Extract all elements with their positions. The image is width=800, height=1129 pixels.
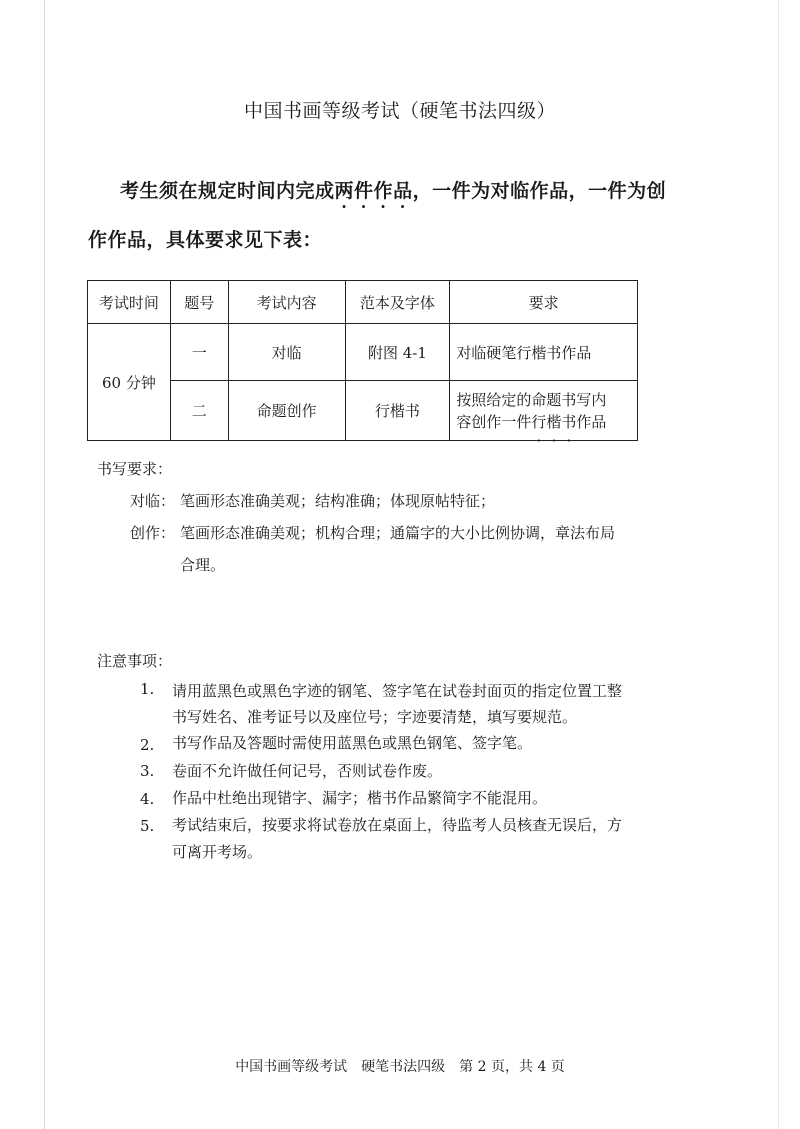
note-text-cont: 可离开考场。 — [172, 843, 263, 861]
intro-text-b: ，一件为对临作品，一件为创 — [412, 180, 667, 202]
note-text: 请用蓝黑色或黑色字迹的钢笔、签字笔在试卷封面页的指定位置工整 — [172, 682, 623, 700]
table-header-row — [88, 281, 638, 324]
cell-number: 二 — [170, 381, 228, 441]
note-text: 书写作品及答题时需使用蓝黑色或黑色钢笔、签字笔。 — [172, 734, 533, 752]
note-number: 3. — [140, 762, 155, 780]
emphasis-char: 行 — [531, 412, 547, 431]
header-requirement: 要求 — [450, 281, 638, 324]
emphasis-char: 作 — [373, 180, 394, 202]
page-title: 中国书画等级考试（硬笔书法四级） — [243, 100, 556, 122]
cell-requirement: 对临硬笔行楷书作品 — [450, 324, 638, 381]
cell-model: 附图 4-1 — [345, 324, 450, 381]
emphasis-char: 书 — [561, 412, 577, 431]
cell-requirement — [450, 381, 638, 441]
writing-heading: 书写要求： — [97, 460, 173, 478]
cell-time: 60 分钟 — [88, 324, 171, 441]
scan-edge-right — [778, 0, 779, 1129]
cell-model: 行楷书 — [345, 381, 450, 441]
header-content: 考试内容 — [228, 281, 345, 324]
table-row — [88, 381, 638, 441]
requirement-line-1: 按照给定的命题书写内 — [456, 390, 607, 409]
requirement-dotted-text — [531, 413, 576, 431]
requirement-line-2b: 作品 — [576, 412, 607, 431]
copy-label: 对临： — [130, 492, 176, 510]
requirement-line-2a: 容创作一件 — [456, 412, 532, 431]
create-text: 笔画形态准确美观；机构合理；通篇字的大小比例协调，章法布局 — [180, 524, 616, 542]
note-number: 5. — [140, 817, 155, 835]
intro-text-a: 考生须在规定时间内完成 — [120, 180, 335, 202]
cell-content: 对临 — [228, 324, 345, 381]
note-number: 1. — [140, 680, 155, 698]
note-text: 作品中杜绝出现错字、漏字；楷书作品繁简字不能混用。 — [172, 789, 548, 807]
note-number: 2. — [140, 736, 155, 754]
cell-number: 一 — [170, 324, 228, 381]
emphasis-char: 件 — [354, 180, 374, 202]
emphasis-char: 两 — [334, 180, 355, 202]
emphasis-char: 品 — [393, 180, 413, 202]
table-row — [88, 324, 638, 381]
note-text: 考试结束后，按要求将试卷放在桌面上，待监考人员核查无误后，方 — [172, 816, 623, 834]
intro-line-1 — [120, 176, 720, 203]
note-text: 卷面不允许做任何记号，否则试卷作废。 — [172, 762, 443, 780]
header-time: 考试时间 — [88, 281, 171, 324]
emphasis-char: 楷 — [546, 412, 562, 431]
header-number: 题号 — [170, 281, 228, 324]
page-footer: 中国书画等级考试 硬笔书法四级 第 2 页，共 4 页 — [235, 1059, 565, 1075]
create-label: 创作： — [130, 524, 176, 542]
scan-edge-left — [44, 0, 45, 1129]
notes-heading: 注意事项： — [97, 652, 173, 670]
header-model: 范本及字体 — [345, 281, 450, 324]
note-number: 4. — [140, 790, 155, 808]
intro-emphasis — [335, 180, 413, 202]
intro-dotted-text — [335, 180, 413, 202]
note-text-cont: 书写姓名、准考证号以及座位号；字迹要清楚，填写要规范。 — [172, 708, 578, 726]
intro-line-2: 作作品，具体要求见下表： — [88, 229, 323, 251]
copy-text: 笔画形态准确美观；结构准确；体现原帖特征； — [180, 492, 496, 510]
cell-content: 命题创作 — [228, 381, 345, 441]
create-text-cont: 合理。 — [180, 556, 226, 574]
requirements-table — [87, 280, 638, 441]
